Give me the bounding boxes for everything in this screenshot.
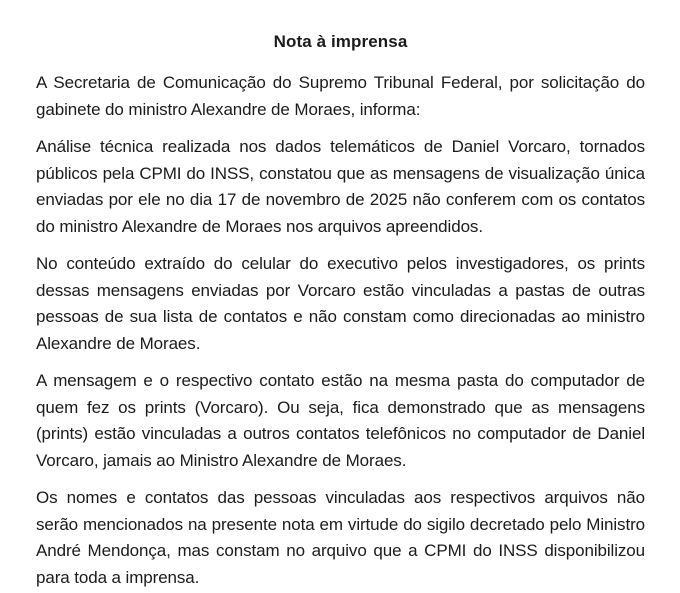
paragraph-extracted-content: No conteúdo extraído do celular do executivo pelos investigadores, os prints dessas mensagens enviadas por Vorcaro estão vinculadas a pastas de outras pessoas de sua lista de contatos e não constam como direcionadas ao ministro Alexandre de Moraes. (36, 254, 645, 353)
paragraph-intro: A Secretaria de Comunicação do Supremo Tribunal Federal, por solicitação do gabinete do ministro Alexandre de Moraes, informa: (36, 73, 645, 119)
paragraph-technical-analysis: Análise técnica realizada nos dados telemáticos de Daniel Vorcaro, tornados públicos pela CPMI do INSS, constatou que as mensagens de visualização única enviadas por ele no dia 17 de novembro de 2025 não conferem com os contatos do ministro Alexandre de Moraes nos arquivos apreendidos. (36, 137, 645, 236)
paragraph-message-folder: A mensagem e o respectivo contato estão na mesma pasta do computador de quem fez os prints (Vorcaro). Ou seja, fica demonstrado que as mensagens (prints) estão vinculadas a outros contatos telefônicos no computador de Daniel Vorcaro, jamais ao Ministro Alexandre de Moraes. (36, 371, 645, 470)
paragraph-names-confidentiality: Os nomes e contatos das pessoas vinculadas aos respectivos arquivos não serão mencionados na presente nota em virtude do sigilo decretado pelo Ministro André Mendonça, mas constam no arquivo que a CPMI do INSS disponibilizou para toda a imprensa. (36, 488, 645, 587)
page-title: Nota à imprensa (273, 32, 408, 51)
